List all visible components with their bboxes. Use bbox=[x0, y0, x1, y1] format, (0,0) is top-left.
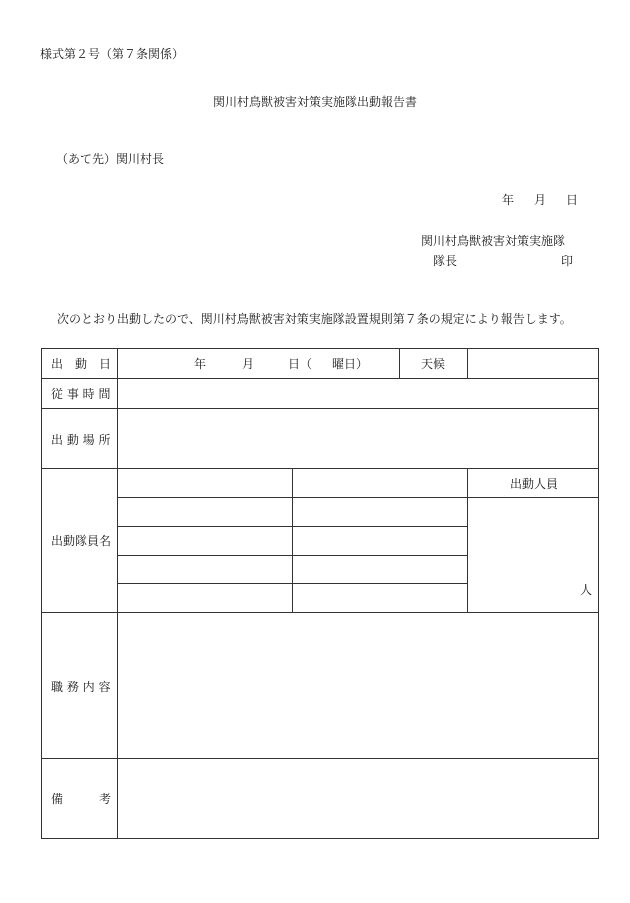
date-day-label: 日 bbox=[566, 193, 579, 207]
work-time-label: 従 事 時 間 bbox=[51, 387, 111, 401]
seal-mark: 印 bbox=[561, 254, 574, 268]
members-label: 出動隊員名 bbox=[51, 534, 112, 548]
table-row-divider bbox=[41, 758, 599, 759]
table-column-divider bbox=[467, 468, 468, 612]
table-row-divider bbox=[117, 497, 599, 498]
table-border-top bbox=[41, 348, 599, 349]
leader-label: 隊長 bbox=[433, 254, 458, 268]
weather-label: 天候 bbox=[421, 357, 446, 371]
table-border-right bbox=[598, 348, 599, 838]
table-row-divider bbox=[41, 468, 599, 469]
intro-text: 次のとおり出動したので、関川村鳥獣被害対策実施隊設置規則第７条の規定により報告します。 bbox=[57, 312, 572, 326]
dispatch-year-label: 年 bbox=[194, 357, 207, 371]
form-number: 様式第２号（第７条関係） bbox=[40, 47, 185, 61]
addressee: （あて先）関川村長 bbox=[56, 152, 165, 166]
organization-name: 関川村鳥獣被害対策実施隊 bbox=[421, 234, 566, 248]
date-month-label: 月 bbox=[534, 193, 547, 207]
remarks-label: 備 考 bbox=[51, 792, 112, 806]
duties-label: 職 務 内 容 bbox=[51, 680, 111, 694]
headcount-label: 出動人員 bbox=[510, 477, 559, 491]
dispatch-day-label: 日（ bbox=[288, 357, 313, 371]
table-column-divider bbox=[399, 348, 400, 378]
date-year-label: 年 bbox=[502, 193, 515, 207]
table-border-bottom bbox=[41, 838, 599, 839]
headcount-unit: 人 bbox=[580, 583, 593, 597]
table-row-divider bbox=[41, 612, 599, 613]
table-row-divider bbox=[41, 408, 599, 409]
table-column-divider bbox=[117, 348, 118, 838]
document-title: 関川村鳥獣被害対策実施隊出動報告書 bbox=[212, 95, 417, 109]
location-label: 出 動 場 所 bbox=[51, 433, 111, 447]
table-column-divider bbox=[467, 348, 468, 378]
table-border-left bbox=[41, 348, 42, 838]
dispatch-date-label: 出 動 日 bbox=[51, 357, 112, 371]
date-line bbox=[502, 191, 578, 208]
table-row-divider bbox=[41, 378, 599, 379]
table-column-divider bbox=[292, 468, 293, 612]
dispatch-weekday-label: 曜日） bbox=[332, 357, 369, 371]
dispatch-month-label: 月 bbox=[242, 357, 255, 371]
